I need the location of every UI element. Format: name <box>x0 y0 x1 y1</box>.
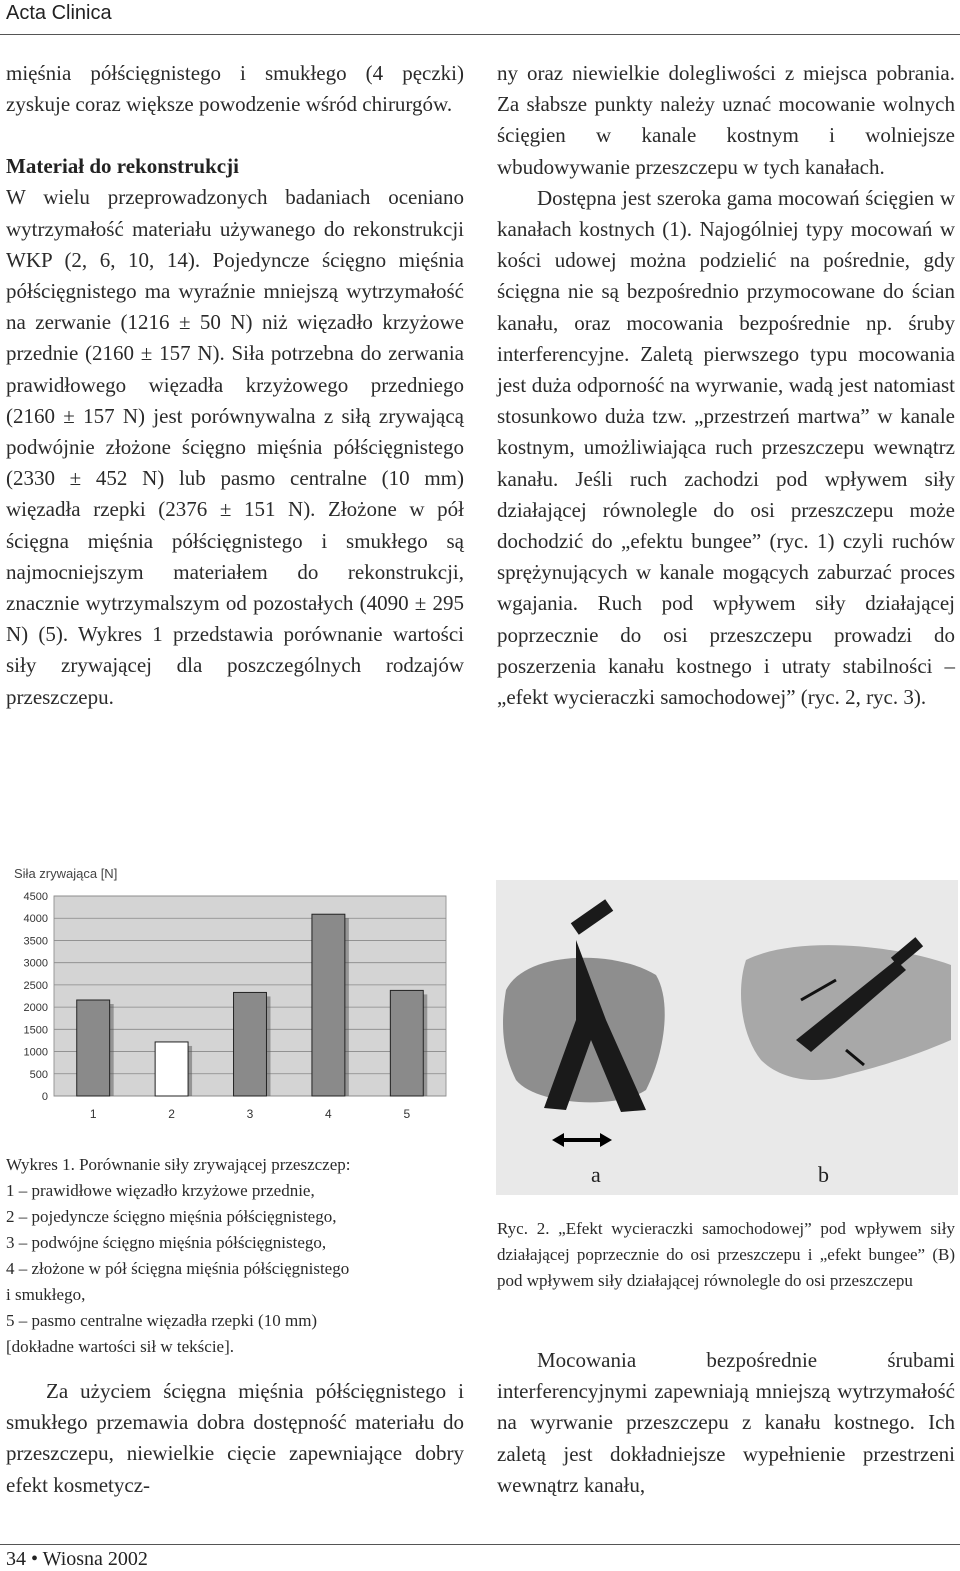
y-tick-label: 4500 <box>23 891 48 903</box>
caption-line: 1 – prawidłowe więzadło krzyżowe przednie, <box>6 1181 315 1200</box>
caption-line: i smukłego, <box>6 1285 86 1304</box>
left-column <box>6 58 464 713</box>
page-footer <box>0 1544 960 1570</box>
y-tick-label: 1500 <box>23 1024 48 1037</box>
bar <box>390 990 423 1096</box>
page-header <box>0 0 960 35</box>
caption-line: 2 – pojedyncze ścięgno mięśnia półścięgnistego, <box>6 1207 337 1226</box>
right-paragraph-2: Dostępna jest szeroka gama mocowań ścięgien w kanałach kostnych (1). Najogólniej typy mocowań w kości udowej można podzielić na pośrednie, gdy ścięgna nie są bezpośrednio przymocowane do ścian kanału, oraz mocowania bezpośrednie np. śruby interferencyjne. Zaletą pierwszego typu mocowania jest duża odporność na wyrwanie, wadą jest natomiast stosunkowo duża tzw. „przestrzeń martwa” w kanale kostnym, umożliwiająca ruch przeszczepu wewnątrz kanału. Jeśli ruch zachodzi pod wpływem siły działającej równolegle do osi przeszczepu może dochodzić do „efektu bungee” (ryc. 1) czyli ruchów sprężynujących w kanale mogących zaburzać proces wgajania. Ruch pod wpływem siły działającej poprzecznie do osi przeszczepu prowadzi do poszerzenia kanału kostnego i utraty stabilności – „efekt wycieraczki samochodowej” (ryc. 2, ryc. 3). <box>497 185 955 710</box>
x-tick-label: 4 <box>325 1107 332 1121</box>
journal-name: Acta Clinica <box>6 2 112 24</box>
caption-line: 3 – podwójne ścięgno mięśnia półścięgnistego, <box>6 1233 327 1252</box>
y-tick-label: 0 <box>41 1091 48 1103</box>
bar <box>234 992 267 1096</box>
left-paragraph-3: Za użyciem ścięgna mięśnia półścięgnistego i smukłego przemawia dobra dostępność materiału do przeszczepu, niewielkie cięcie zapewniające dobry efekt kosmetycz- <box>6 1379 464 1497</box>
bar <box>77 1000 110 1096</box>
figure-label-b: b <box>818 1162 829 1187</box>
y-tick-label: 4000 <box>23 913 48 926</box>
figure-caption: Ryc. 2. „Efekt wycieraczki samochodowej” pod wpływem siły działającej poprzecznie do osi przeszczepu i „efekt bungee” (B) pod wpływem siły działającej równolegle do osi przeszczepu <box>497 1219 955 1290</box>
y-tick-label: 2500 <box>23 979 48 992</box>
bar <box>312 914 345 1096</box>
y-tick-label: 500 <box>29 1068 48 1081</box>
bar <box>155 1042 188 1096</box>
left-column-bottom <box>6 1376 464 1501</box>
x-tick-label: 1 <box>89 1107 97 1121</box>
y-tick-label: 3500 <box>23 935 48 948</box>
caption-line: 5 – pasmo centralne więzadła rzepki (10 mm) <box>6 1311 318 1330</box>
left-paragraph-1: mięśnia półścięgnistego i smukłego (4 pęczki) zyskuje coraz większe powodzenie wśród chirurgów. <box>6 61 464 117</box>
left-paragraph-2: W wielu przeprowadzonych badaniach oceniano wytrzymałość materiału używanego do rekonstrukcji WKP (2, 6, 10, 14). Pojedyncze ścięgno mięśnia półścięgnistego ma wyraźnie mniejszą wytrzymałość na zerwanie (1216 ± 50 N) niż więzadło krzyżowe przednie (2160 ± 157 N). Siła potrzebna do zerwania prawidłowego więzadła krzyżowego przedniego (2160 ± 157 N) jest porównywalna z siłą zrywającą podwójnie złożone ścięgno mięśnia półścięgnistego (2330 ± 452 N) lub pasmo centralne (10 mm) więzadła rzepki (2376 ± 151 N). Złożone w pół ścięgna mięśnia półścięgnistego i smukłego są najmocniejszym materiałem do rekonstrukcji, znacznie wytrzymalszym od pozostałych (4090 ± 295 N) (5). Wykres 1 przedstawia porównanie wartości siły zrywającej dla poszczególnych rodzajów przeszczepu. <box>6 185 464 709</box>
caption-line: 4 – złożone w pół ścięgna mięśnia półścięgnistego <box>6 1259 350 1278</box>
x-tick-label: 3 <box>246 1107 254 1121</box>
y-tick-label: 3000 <box>23 957 48 970</box>
caption-line: Wykres 1. Porównanie siły zrywającej przeszczep: <box>6 1155 351 1174</box>
y-tick-label: 2000 <box>23 1002 48 1015</box>
figure-illustration <box>496 880 958 1195</box>
right-column <box>497 58 955 713</box>
footer-text: 34 • Wiosna 2002 <box>6 1548 148 1570</box>
right-paragraph-1: ny oraz niewielkie dolegliwości z miejsca pobrania. Za słabsze punkty należy uznać mocowanie wolnych ścięgien w kanale kostnym i wolniejsze wbudowywanie przeszczepu w tych kanałach. <box>497 61 955 179</box>
chart-caption <box>6 1152 476 1360</box>
right-paragraph-3: Mocowania bezpośrednie śrubami interferencyjnymi zapewniają mniejszą wytrzymałość na wyrwanie przeszczepu z kanału kostnego. Ich zaletą jest dokładniejsze wypełnienie przestrzeni wewnątrz kanału, <box>497 1348 955 1497</box>
fixation-button-a <box>571 899 613 935</box>
caption-line: [dokładne wartości sił w tekście]. <box>6 1337 235 1356</box>
right-column-bottom <box>497 1345 955 1501</box>
figure-label-a: a <box>591 1162 601 1187</box>
x-tick-label: 5 <box>403 1107 411 1121</box>
femur-illustration <box>496 880 958 1195</box>
x-tick-label: 2 <box>168 1107 175 1121</box>
section-heading: Materiał do rekonstrukcji <box>6 154 239 179</box>
chart-title: Siła zrywająca [N] <box>14 866 118 881</box>
bar-chart <box>6 862 476 1132</box>
y-tick-label: 1000 <box>23 1046 48 1059</box>
